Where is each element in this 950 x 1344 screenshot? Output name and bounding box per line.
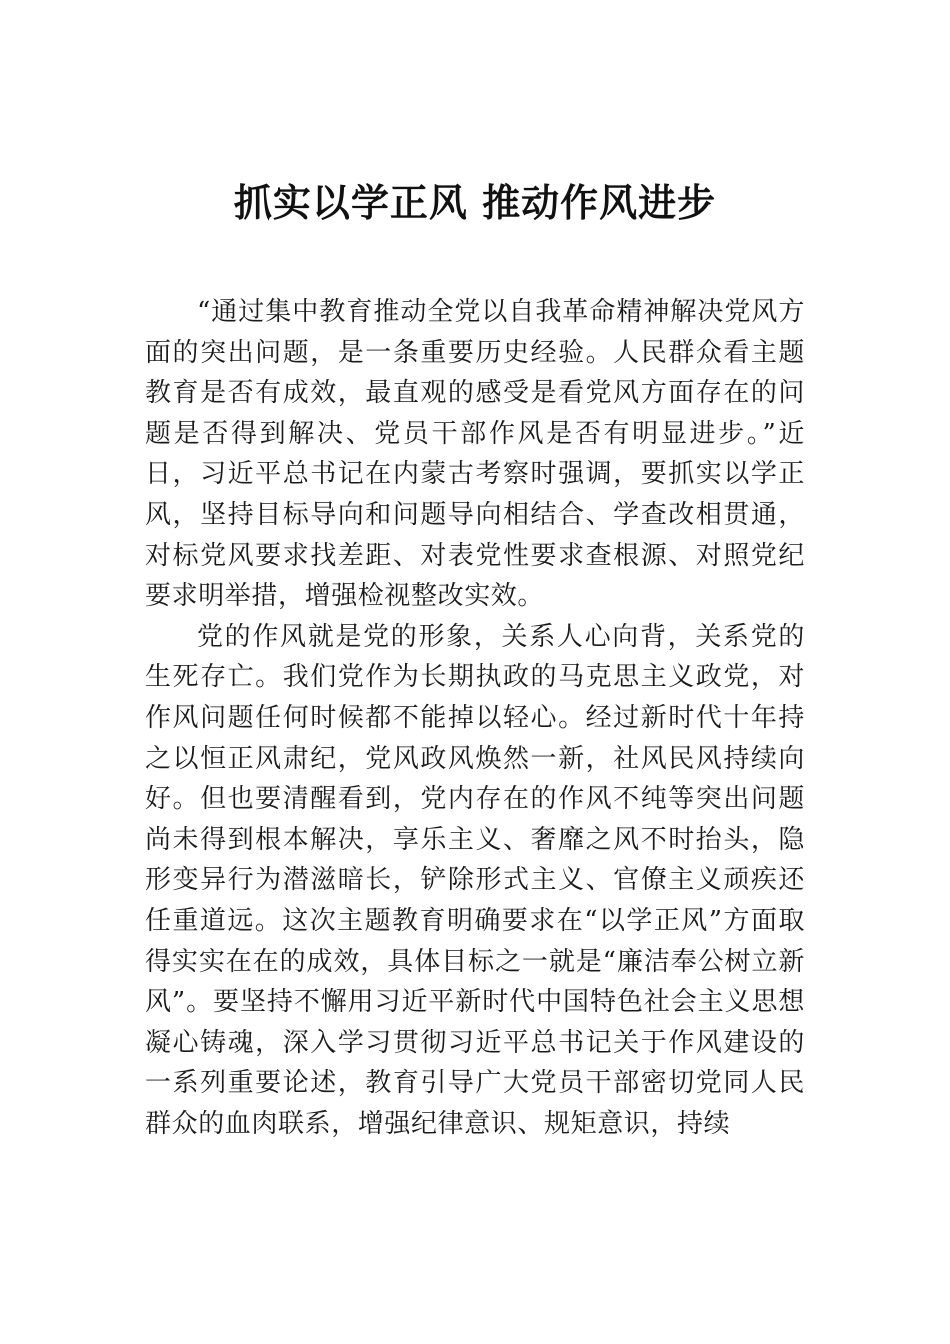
document-title: 抓实以学正风 推动作风进步 — [233, 180, 717, 225]
document-body — [145, 292, 805, 1144]
paragraph-2: 党的作风就是党的形象，关系人心向背，关系党的生死存亡。我们党作为长期执政的马克思主义政党，对作风问题任何时候都不能掉以轻心。经过新时代十年持之以恒正风肃纪，党风政风焕然一新，社风民风持续向好。但也要清醒看到，党内存在的作风不纯等突出问题尚未得到根本解决，享乐主义、奢靡之风不时抬头，隐形变异行为潜滋暗长，铲除形式主义、官僚主义顽疾还任重道远。这次主题教育明确要求在“以学正风”方面取得实实在在的成效，具体目标之一就是“廉洁奉公树立新风”。要坚持不懈用习近平新时代中国特色社会主义思想凝心铸魂，深入学习贯彻习近平总书记关于作风建设的一系列重要论述，教育引导广大党员干部密切党同人民群众的血肉联系，增强纪律意识、规矩意识，持续 — [145, 621, 805, 1139]
paragraph-1: “通过集中教育推动全党以自我革命精神解决党风方面的突出问题，是一条重要历史经验。人民群众看主题教育是否有成效，最直观的感受是看党风方面存在的问题是否得到解决、党员干部作风是否有明显进步。”近日，习近平总书记在内蒙古考察时强调，要抓实以学正风，坚持目标导向和问题导向相结合、学查改相贯通，对标党风要求找差距、对表党性要求查根源、对照党纪要求明举措，增强检视整改实效。 — [145, 297, 805, 612]
